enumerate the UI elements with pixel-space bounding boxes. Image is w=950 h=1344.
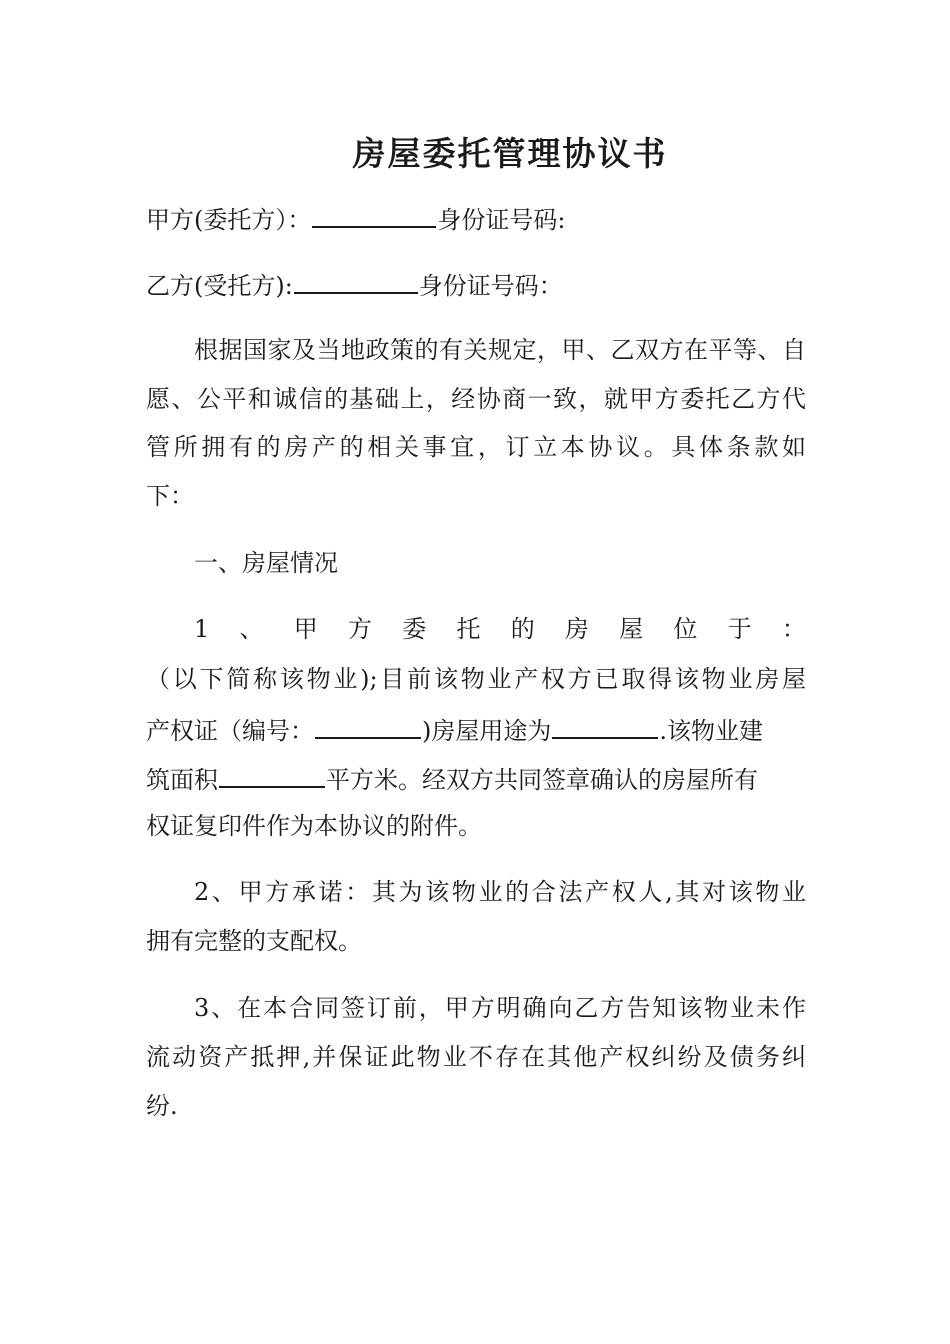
clause-1-char: ： (781, 615, 806, 643)
clause-1-char: 、 (239, 615, 264, 643)
clause-1-line-1 (146, 614, 806, 644)
clause-1-line-5: 权证复印件作为本协议的附件。 (146, 812, 482, 840)
party-a-name-blank (312, 202, 436, 228)
floor-area-blank (219, 762, 325, 788)
floor-area-label: 筑面积 (146, 766, 218, 794)
section-1-heading: 一、房屋情况 (194, 549, 338, 577)
clause-1-char: 委 (402, 615, 427, 643)
clause-2-line-2: 拥有完整的支配权。 (146, 927, 362, 955)
clause-3-line-2: 流动资产抵押,并保证此物业不存在其他产权纠纷及债务纠 (146, 1043, 806, 1071)
clause-1-line-3 (146, 713, 806, 746)
clause-3-line-3: 纷. (146, 1092, 178, 1120)
party-b-id-label: 身份证号码： (418, 272, 563, 300)
property-continue-label: .该物业建 (659, 717, 764, 745)
clause-1-char: 甲 (293, 615, 318, 643)
clause-1-char: 方 (347, 615, 372, 643)
property-cert-label: 产权证（编号： (146, 717, 314, 745)
clause-1-char: 屋 (619, 615, 644, 643)
clause-3-line-1: 3、在本合同签订前，甲方明确向乙方告知该物业未作 (194, 994, 806, 1022)
document-title: 房屋委托管理协议书 (352, 134, 668, 173)
party-a-label: 甲方(委托方）： (146, 206, 312, 234)
clause-1-char: 1 (194, 615, 210, 643)
intro-line-2: 愿、公平和诚信的基础上，经协商一致，就甲方委托乙方代 (146, 385, 806, 413)
clause-1-char: 的 (510, 615, 535, 643)
property-cert-number-blank (315, 713, 421, 739)
clause-1-char: 房 (564, 615, 589, 643)
party-a-line (146, 202, 806, 235)
party-a-id-label: 身份证号码: (437, 206, 566, 234)
party-b-label: 乙方(受托方): (146, 272, 293, 300)
clause-1-char: 托 (456, 615, 481, 643)
intro-line-4: 下： (146, 482, 194, 510)
clause-1-line-2: （以下简称该物业);目前该物业产权方已取得该物业房屋 (146, 665, 806, 693)
party-b-line (146, 268, 806, 301)
intro-line-1: 根据国家及当地政策的有关规定，甲、乙双方在平等、自 (194, 336, 806, 364)
clause-2-line-1: 2、甲方承诺：其为该物业的合法产权人,其对该物业 (194, 878, 806, 906)
clause-1-line-4 (146, 762, 806, 795)
intro-line-3: 管所拥有的房产的相关事宜，订立本协议。具体条款如 (146, 433, 806, 461)
floor-area-unit-text: 平方米。经双方共同签章确认的房屋所有 (326, 766, 758, 794)
clause-1-char: 于 (727, 615, 752, 643)
property-usage-label: )房屋用途为 (422, 717, 552, 745)
property-usage-blank (552, 713, 658, 739)
party-b-name-blank (294, 268, 418, 294)
clause-1-char: 位 (673, 615, 698, 643)
